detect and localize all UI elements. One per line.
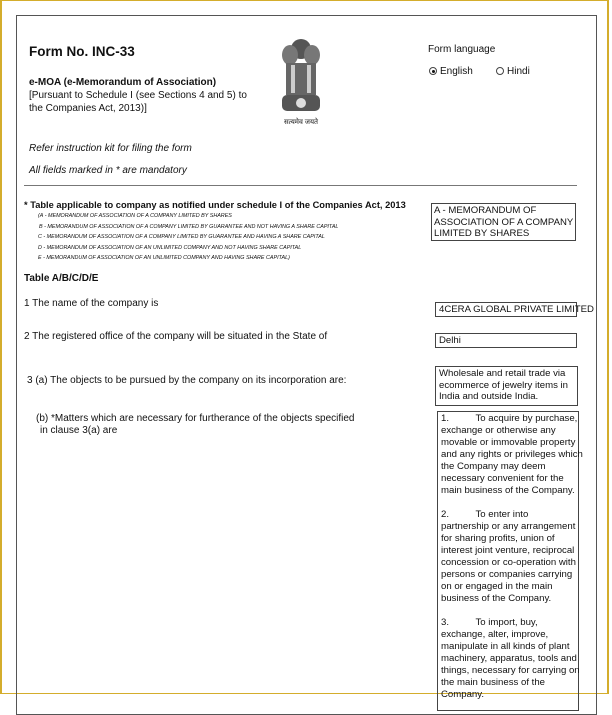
matters-label-line-1: (b) *Matters which are necessary for furtherance of the objects specified: [36, 413, 355, 424]
form-number: Form No. INC-33: [29, 44, 135, 59]
mandatory-note: All fields marked in * are mandatory: [29, 165, 187, 176]
pursuant-line-1: [Pursuant to Schedule I (see Sections 4 and 5) to: [29, 90, 247, 101]
table-options-list: [38, 211, 338, 264]
table-option-a: (A - MEMORANDUM OF ASSOCIATION OF A COMPANY LIMITED BY SHARES: [38, 213, 232, 219]
table-option-e: E - MEMORANDUM OF ASSOCIATION OF AN UNLIMITED COMPANY AND HAVING SHARE CAPITAL): [38, 255, 290, 261]
state-field[interactable]: Delhi: [435, 333, 577, 348]
divider: [24, 185, 577, 186]
table-applicable-field[interactable]: A - MEMORANDUM OF ASSOCIATION OF A COMPANY LIMITED BY SHARES: [431, 203, 576, 241]
table-applicable-label: * Table applicable to company as notified under schedule I of the Companies Act, 2013: [24, 200, 406, 210]
emblem-motto: सत्यमेव जयते: [283, 119, 319, 126]
table-option-d: D - MEMORANDUM OF ASSOCIATION OF AN UNLIMITED COMPANY AND NOT HAVING SHARE CAPITAL: [38, 244, 302, 251]
matters-field[interactable]: 1. To acquire by purchase, exchange or otherwise any movable or immovable property and any rights or privileges which the Company may deem necessary convenient for the main business of the Company. 2. To enter into partnership or any arrangement for sharing profits, union of interest joint venture, reciprocal concession or co-operation with persons or companies carrying on or engaged in the main business of the Company. 3. To import, buy, exchange, alter, improve, manipulate in all kinds of plant machinery, apparatus, tools and things, necessary for carrying on the main business of the Company.: [437, 411, 579, 711]
form-subtitle: e-MOA (e-Memorandum of Association): [29, 77, 217, 88]
form-language-label: Form language: [428, 44, 496, 55]
radio-hindi-label: Hindi: [507, 66, 530, 77]
instruction-text: Refer instruction kit for filing the form: [29, 143, 192, 154]
objects-field[interactable]: Wholesale and retail trade via ecommerce of jewelry items in India and outside India.: [435, 366, 578, 406]
table-option-c: C - MEMORANDUM OF ASSOCIATION OF A COMPANY LIMITED BY GUARANTEE AND HAVING A SHARE CAPITAL: [38, 234, 325, 240]
objects-label: 3 (a) The objects to be pursued by the company on its incorporation are:: [27, 375, 347, 386]
radio-selected-icon: [429, 67, 437, 75]
company-name-label: 1 The name of the company is: [24, 298, 159, 309]
pursuant-line-2: the Companies Act, 2013)]: [29, 103, 147, 114]
radio-english-label: English: [440, 66, 473, 77]
company-name-field[interactable]: 4CERA GLOBAL PRIVATE LIMITED: [435, 302, 577, 317]
table-option-b: B - MEMORANDUM OF ASSOCIATION OF A COMPANY LIMITED BY GUARANTEE AND NOT HAVING A SHARE CAPITAL: [39, 223, 339, 230]
matters-label-line-2: in clause 3(a) are: [40, 425, 118, 436]
radio-hindi[interactable]: [496, 66, 530, 77]
national-emblem-icon: [276, 35, 326, 125]
state-label: 2 The registered office of the company will be situated in the State of: [24, 331, 328, 342]
section-title: Table A/B/C/D/E: [24, 273, 99, 284]
radio-unselected-icon: [496, 67, 504, 75]
radio-english[interactable]: [429, 66, 473, 77]
